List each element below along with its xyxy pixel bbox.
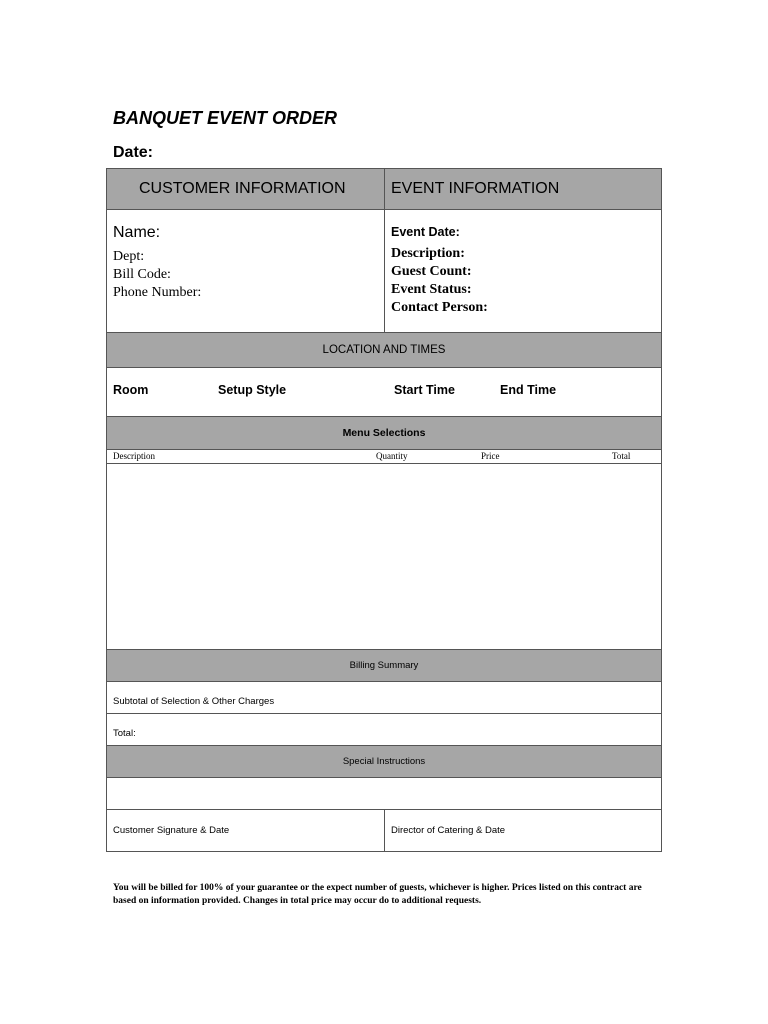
location-fields-row (107, 367, 661, 416)
info-header-row (107, 169, 661, 209)
special-instructions-area[interactable] (107, 777, 661, 809)
director-signature-field[interactable]: Director of Catering & Date (391, 825, 506, 836)
event-date-field[interactable]: Event Date: (391, 225, 460, 239)
date-label: Date: (113, 144, 154, 161)
document-title: BANQUET EVENT ORDER (113, 108, 338, 128)
billing-disclaimer: You will be billed for 100% of your guarantee or the expect number of guests, whichever is higher. Prices listed on this contract are based on information provided. Changes in total price may occur do to additional requests. (113, 883, 642, 906)
total-row (107, 713, 661, 745)
menu-col-quantity: Quantity (376, 451, 408, 461)
location-header: LOCATION AND TIMES (322, 344, 446, 356)
event-info-header: EVENT INFORMATION (391, 180, 560, 197)
menu-header-row (107, 416, 661, 449)
setup-style-field[interactable]: Setup Style (218, 383, 287, 397)
menu-column-header-row (107, 449, 661, 463)
room-field[interactable]: Room (113, 383, 149, 397)
event-description-field[interactable]: Description: (391, 246, 465, 261)
customer-bill-code-field[interactable]: Bill Code: (113, 267, 171, 282)
info-content-row (107, 209, 661, 332)
location-header-row (107, 332, 661, 367)
event-status-field[interactable]: Event Status: (391, 282, 472, 297)
menu-items-area[interactable] (107, 463, 661, 649)
subtotal-field[interactable]: Subtotal of Selection & Other Charges (113, 696, 275, 707)
customer-name-field[interactable]: Name: (113, 224, 161, 241)
customer-dept-field[interactable]: Dept: (113, 249, 145, 264)
banquet-order-form (106, 168, 662, 852)
total-field[interactable]: Total: (113, 728, 136, 739)
menu-header: Menu Selections (342, 427, 426, 439)
special-instructions-header: Special Instructions (342, 756, 426, 767)
billing-header: Billing Summary (349, 660, 419, 671)
event-guest-count-field[interactable]: Guest Count: (391, 264, 472, 279)
start-time-field[interactable]: Start Time (394, 383, 455, 397)
column-divider (384, 169, 385, 209)
customer-signature-field[interactable]: Customer Signature & Date (113, 825, 230, 836)
billing-header-row (107, 649, 661, 681)
customer-info-header: CUSTOMER INFORMATION (139, 180, 346, 197)
event-contact-person-field[interactable]: Contact Person: (391, 300, 488, 315)
column-divider (384, 810, 385, 852)
signature-row (107, 809, 661, 852)
subtotal-row (107, 681, 661, 713)
menu-col-total: Total (612, 451, 631, 461)
menu-col-description: Description (113, 451, 155, 461)
customer-phone-field[interactable]: Phone Number: (113, 285, 202, 300)
special-instructions-header-row (107, 745, 661, 777)
end-time-field[interactable]: End Time (500, 383, 557, 397)
menu-col-price: Price (481, 451, 500, 461)
column-divider (384, 210, 385, 332)
